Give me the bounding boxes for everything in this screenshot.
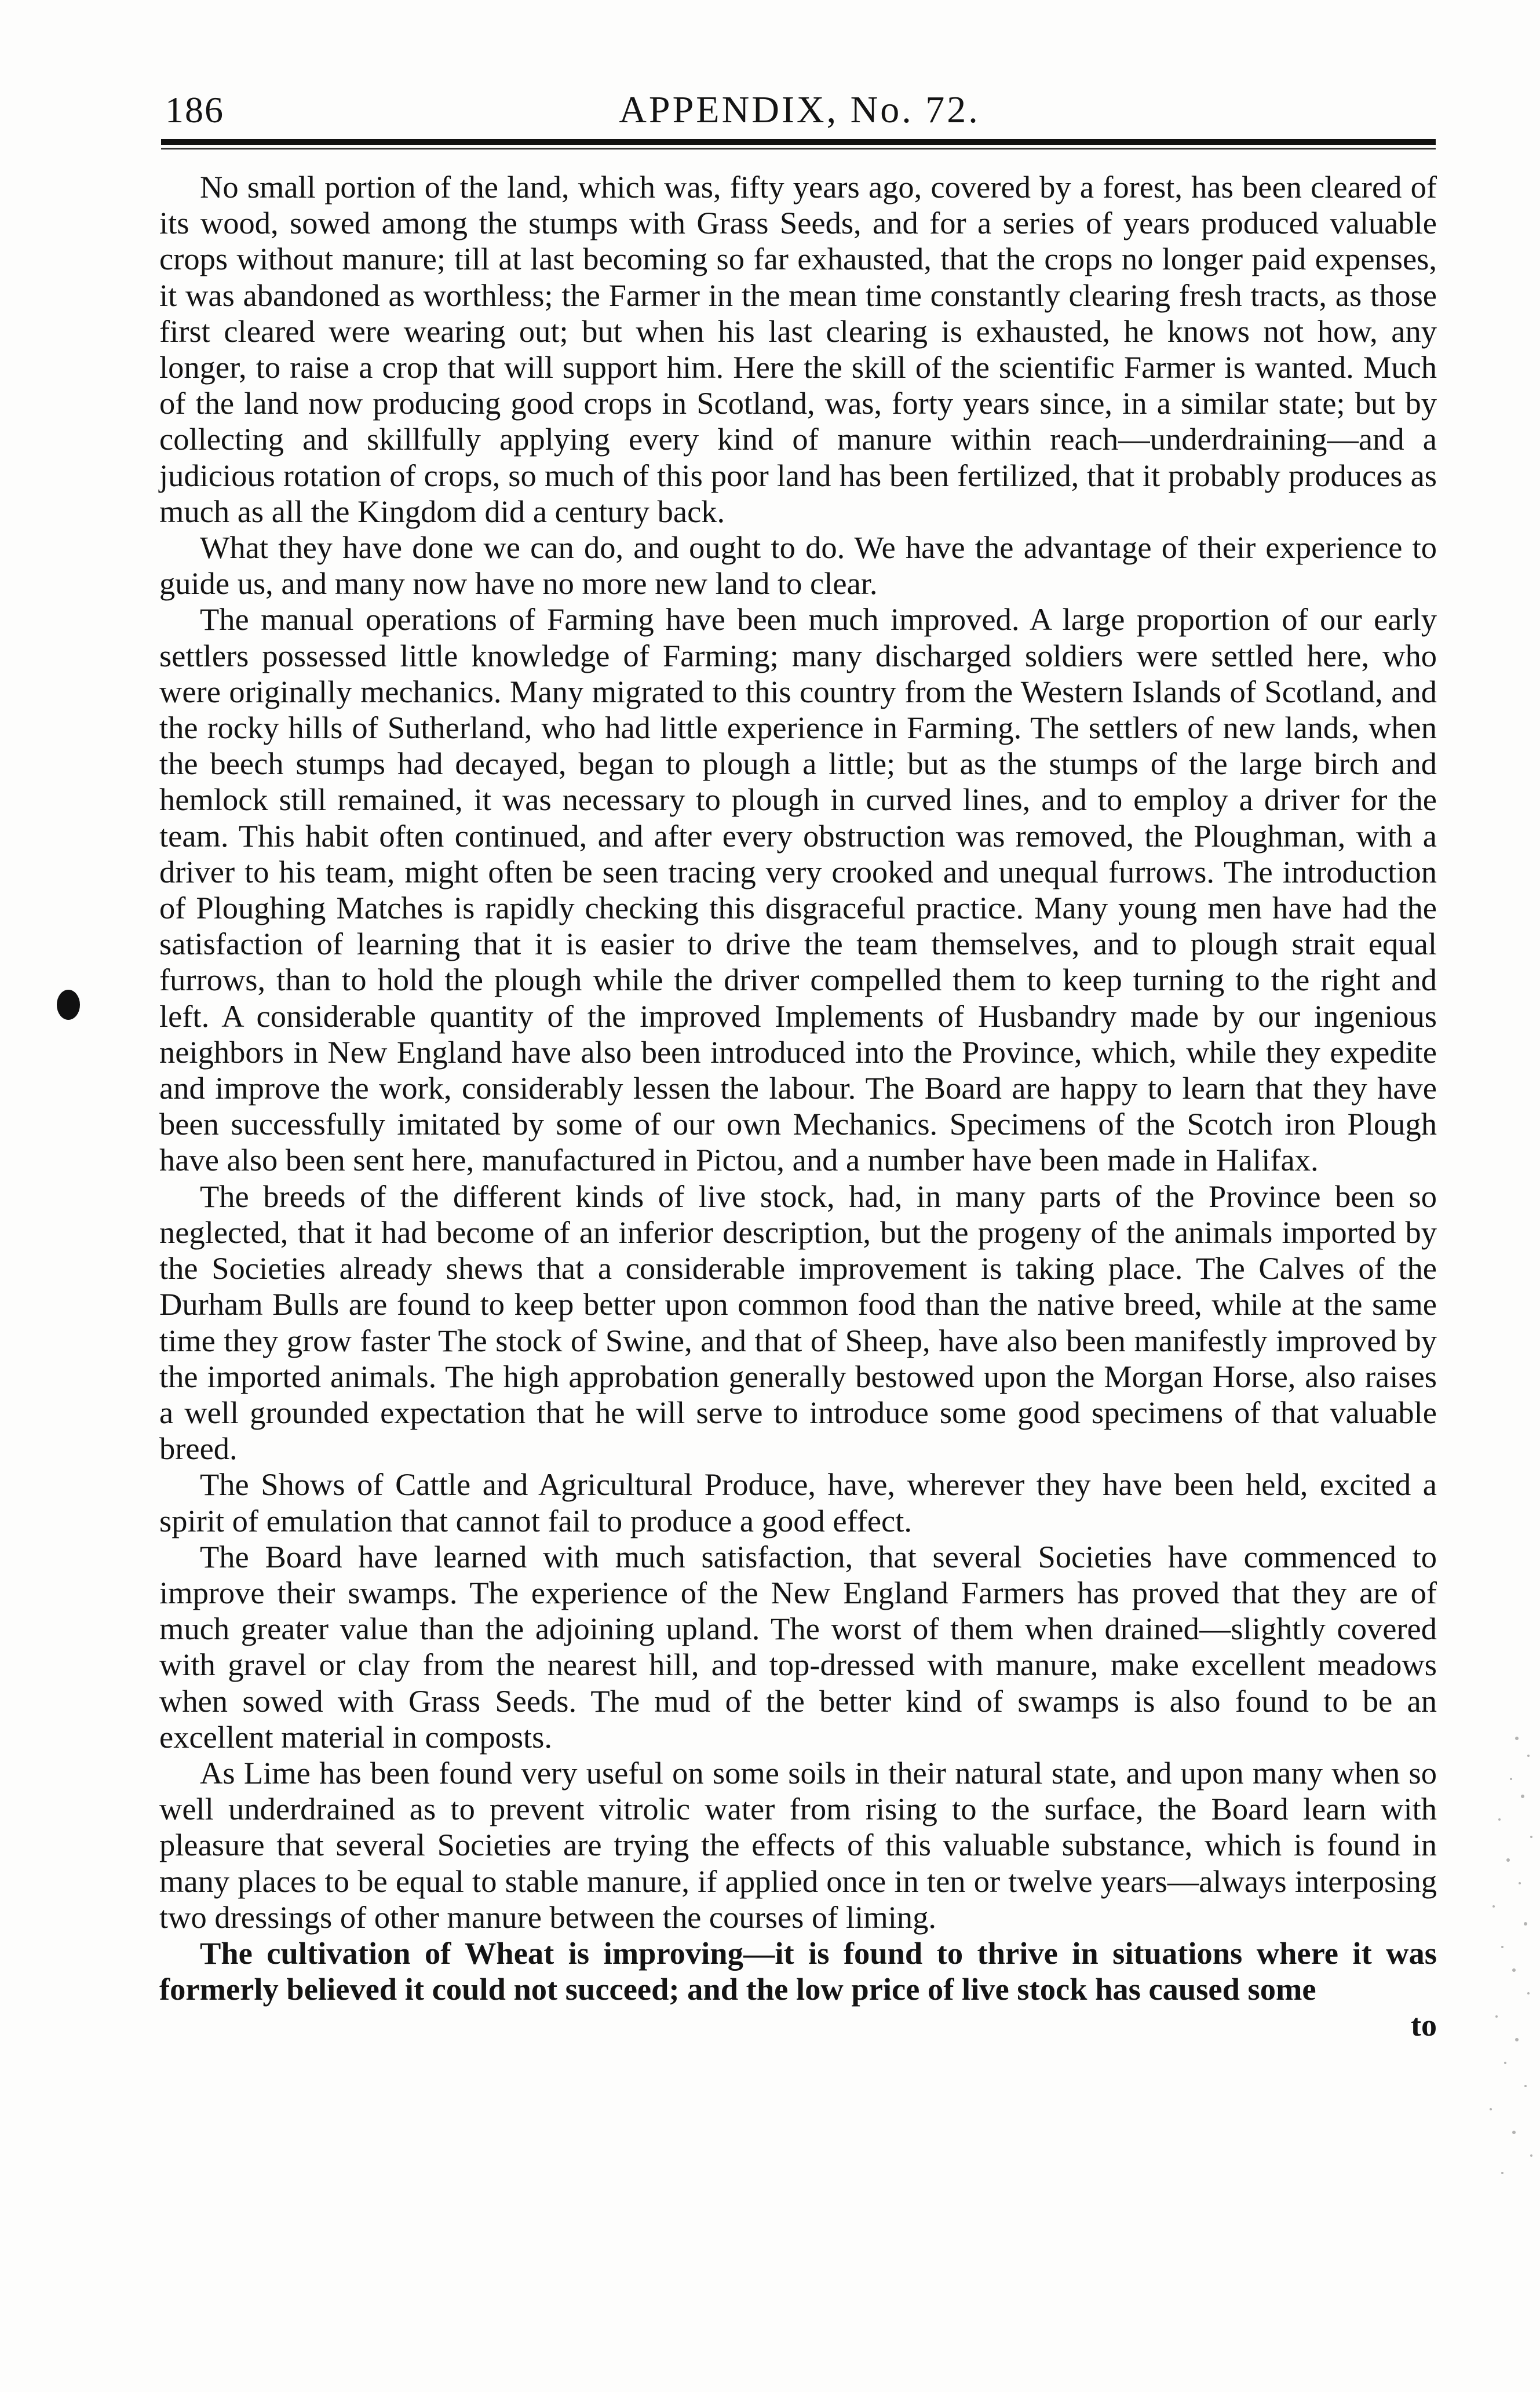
body-text — [159, 169, 1437, 2043]
page-edge-speckle — [1430, 1715, 1540, 2190]
page-header — [165, 87, 1434, 133]
paragraph-experience: What they have done we can do, and ought to do. We have the advantage of their experience to guide us, and many now have no more new land to clear. — [159, 530, 1437, 601]
margin-ink-blot — [57, 990, 80, 1020]
paragraph-manual-operations: The manual operations of Farming have been much improved. A large proportion of our early settlers possessed little knowledge of Farming; many discharged soldiers were settled here, who were originally mechanics. Many migrated to this country from the Western Islands of Scotland, and the rocky hills of Sutherland, who had little experience in Farming. The settlers of new lands, when the beech stumps had decayed, began to plough a little; but as the stumps of the large birch and hemlock still remained, it was necessary to plough in curved lines, and to employ a driver for the team. This habit often continued, and after every obstruction was removed, the Ploughman, with a driver to his team, might often be seen tracing very crooked and unequal furrows. The introduction of Ploughing Matches is rapidly checking this disgraceful practice. Many young men have had the satisfaction of learning that it is easier to drive the team themselves, and to plough strait equal furrows, than to hold the plough while the driver compelled them to keep turning to the right and left. A considerable quantity of the improved Implements of Husbandry made by our ingenious neighbors in New England have also been introduced into the Province, which, while they expedite and improve the work, considerably lessen the labour. The Board are happy to learn that they have been successfully imitated by some of our own Mechanics. Specimens of the Scotch iron Plough have also been sent here, manufactured in Pictou, and a number have been made in Halifax. — [159, 601, 1437, 1178]
paragraph-lime: As Lime has been found very useful on some soils in their natural state, and upon many when so well underdrained as to prevent vitrolic water from rising to the surface, the Board learn with pleasure that several Societies are trying the effects of this valuable substance, which is found in many places to be equal to stable manure, if applied once in ten or twelve years—always interposing two dressings of other manure between the courses of liming. — [159, 1755, 1437, 1935]
paragraph-live-stock: The breeds of the different kinds of live stock, had, in many parts of the Province been so neglected, that it had become of an inferior description, but the progeny of the animals imported by the Societies already shews that a considerable improvement is taking place. The Calves of the Durham Bulls are found to keep better upon common food than the native breed, while at the same time they grow faster The stock of Swine, and that of Sheep, have also been manifestly improved by the imported animals. The high approbation generally bestowed upon the Morgan Horse, also raises a well grounded expectation that he will serve to introduce some good specimens of that valuable breed. — [159, 1178, 1437, 1467]
paragraph-swamps: The Board have learned with much satisfaction, that several Societies have commenced to improve their swamps. The experience of the New England Farmers has proved that they are of much greater value than the adjoining upland. The worst of them when drained—slightly covered with gravel or clay from the nearest hill, and top-dressed with manure, make excellent meadows when sowed with Grass Seeds. The mud of the better kind of swamps is also found to be an excellent material in composts. — [159, 1538, 1437, 1755]
header-rule-thick — [161, 139, 1436, 145]
paragraph-forest-land: No small portion of the land, which was, fifty years ago, covered by a forest, has been cleared of its wood, sowed among the stumps with Grass Seeds, and for a series of years produced valuable crops without manure; till at last becoming so far exhausted, that the crops no longer paid expenses, it was abandoned as worthless; the Farmer in the mean time constantly clearing fresh tracts, as those first cleared were wearing out; but when his last clearing is exhausted, he knows not how, any longer, to raise a crop that will support him. Here the skill of the scientific Farmer is wanted. Much of the land now producing good crops in Scotland, was, forty years since, in a similar state; but by collecting and skillfully applying every kind of manure within reach—underdraining—and a judicious rotation of crops, so much of this poor land has been fertilized, that it probably produces as much as all the Kingdom did a century back. — [159, 169, 1437, 529]
running-head: APPENDIX, No. 72. — [619, 89, 980, 131]
header-rule-thin — [161, 148, 1436, 150]
paragraph-wheat: The cultivation of Wheat is improving—it is found to thrive in situations where it was formerly believed it could not succeed; and the low price of live stock has caused some — [159, 1935, 1437, 2007]
page-number: 186 — [165, 89, 224, 130]
catchword: to — [1411, 2008, 1437, 2043]
paragraph-shows: The Shows of Cattle and Agricultural Produce, have, wherever they have been held, excited a spirit of emulation that cannot fail to produce a good effect. — [159, 1467, 1437, 1538]
